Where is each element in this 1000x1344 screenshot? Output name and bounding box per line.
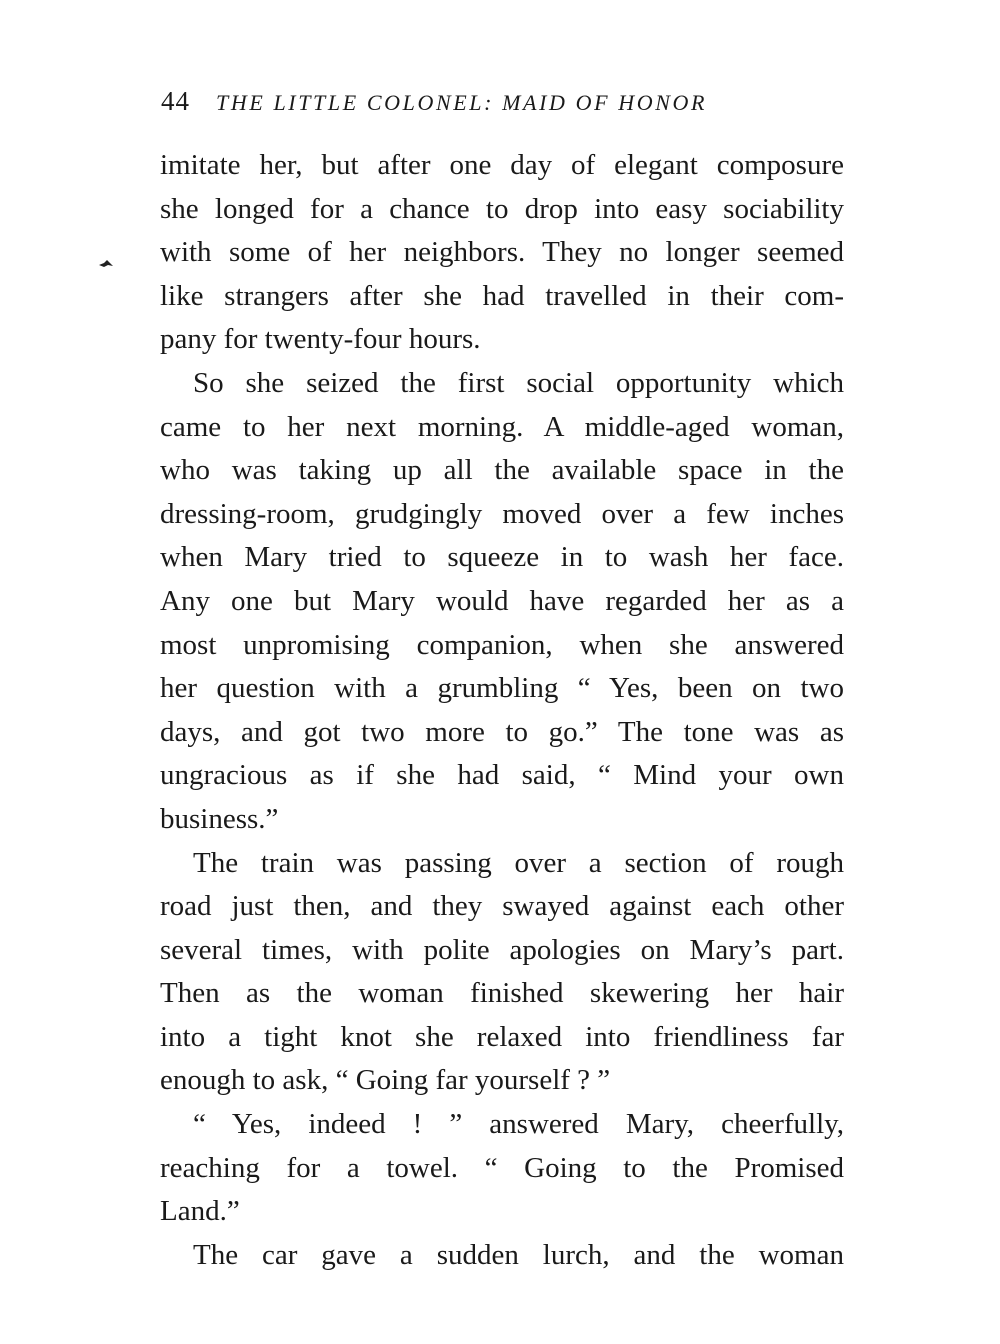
text-line: dressing-room, grudgingly moved over a few inches	[160, 497, 844, 530]
text-line: So she seized the first social opportunity which	[193, 366, 844, 399]
body-text	[160, 144, 844, 1277]
margin-arrow-mark	[98, 258, 114, 268]
text-line: Land.”	[160, 1195, 240, 1228]
text-line: The train was passing over a section of rough	[193, 846, 844, 879]
text-line: who was taking up all the available space in the	[160, 454, 844, 487]
text-line: ungracious as if she had said, “ Mind your own	[160, 759, 844, 792]
text-line: reaching for a towel. “ Going to the Promised	[160, 1151, 844, 1184]
text-line: most unpromising companion, when she answered	[160, 628, 844, 661]
text-line: came to her next morning. A middle-aged woman,	[160, 410, 844, 443]
paragraph	[160, 1103, 844, 1234]
text-line: Any one but Mary would have regarded her as a	[160, 584, 844, 617]
text-line: days, and got two more to go.” The tone was as	[160, 715, 844, 748]
text-line: like strangers after she had travelled in their com-	[160, 279, 844, 312]
text-line: imitate her, but after one day of elegant composure	[160, 149, 844, 181]
text-line: several times, with polite apologies on Mary’s part.	[160, 933, 844, 966]
page-header	[161, 86, 851, 120]
text-line: she longed for a chance to drop into easy sociability	[160, 192, 844, 225]
text-line: pany for twenty-four hours.	[160, 323, 481, 356]
text-line: road just then, and they swayed against each other	[160, 890, 844, 923]
page-number: 44	[161, 86, 190, 116]
running-title: THE LITTLE COLONEL: MAID OF HONOR	[216, 90, 708, 115]
text-line: enough to ask, “ Going far yourself ? ”	[160, 1064, 611, 1097]
paragraph	[160, 144, 844, 362]
text-line: when Mary tried to squeeze in to wash her face.	[160, 541, 844, 574]
text-line: Then as the woman finished skewering her hair	[160, 977, 844, 1010]
text-line: “ Yes, indeed ! ” answered Mary, cheerfully,	[193, 1108, 844, 1141]
text-line: her question with a grumbling “ Yes, been on two	[160, 672, 844, 705]
paragraph	[160, 362, 844, 842]
text-line: The car gave a sudden lurch, and the woman	[193, 1238, 844, 1271]
paragraph	[160, 842, 844, 1104]
text-line: into a tight knot she relaxed into friendliness far	[160, 1020, 844, 1053]
text-line: business.”	[160, 802, 279, 835]
text-line: with some of her neighbors. They no longer seemed	[160, 236, 844, 269]
paragraph	[160, 1234, 844, 1278]
